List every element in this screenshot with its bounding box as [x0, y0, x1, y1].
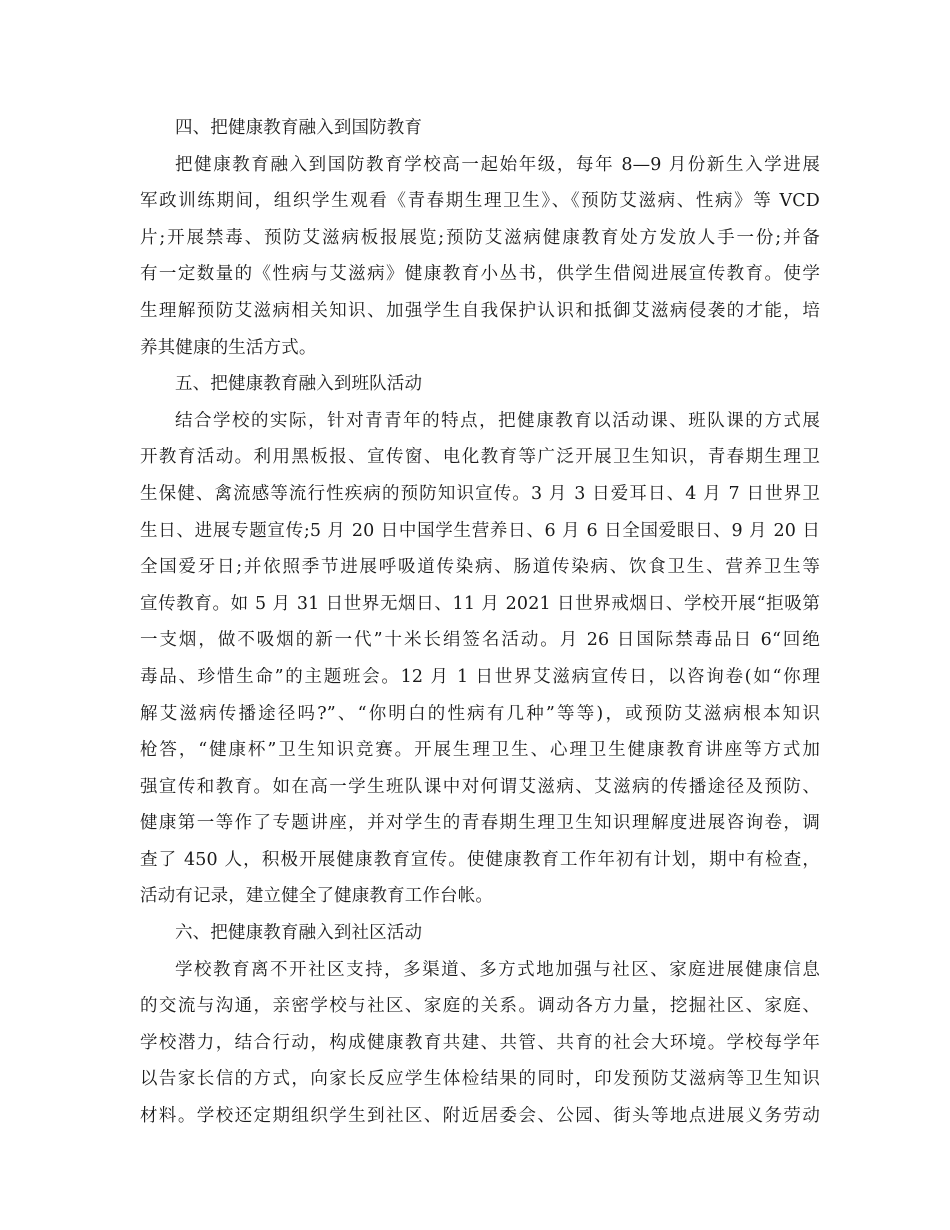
- paragraph-line: 的交流与沟通，亲密学校与社区、家庭的关系。调动各方力量，挖掘社区、家庭、: [140, 996, 820, 1017]
- paragraph-line: 活动有记录，建立健全了健康教育工作台帐。: [140, 886, 493, 907]
- paragraph-line: 学校潜力，结合行动，构成健康教育共建、共管、共育的社会大环境。学校每学年: [140, 1032, 820, 1053]
- paragraph-line: 养其健康的生活方式。: [140, 337, 317, 358]
- paragraph-line: 生保健、禽流感等流行性疾病的预防知识宣传。3 月 3 日爱耳日、4 月 7 日世界卫: [140, 483, 820, 504]
- paragraph-line: 把健康教育融入到国防教育学校高一起始年级，每年 8—9 月份新生入学进展: [175, 154, 820, 175]
- paragraph-line: 生日、进展专题宣传;5 月 20 日中国学生营养日、6 月 6 日全国爱眼日、9 月 20 日: [140, 520, 820, 541]
- paragraph-line: 强宣传和教育。如在高一学生班队课中对何谓艾滋病、艾滋病的传播途径及预防、: [140, 776, 820, 797]
- section-heading: 六、把健康教育融入到社区活动: [175, 923, 423, 944]
- document-body: [140, 110, 820, 1135]
- paragraph-line: 宣传教育。如 5 月 31 日世界无烟日、11 月 2021 日世界戒烟日、学校开展“拒吸第: [140, 593, 820, 614]
- paragraph-line: 以告家长信的方式，向家长反应学生体检结果的同时，印发预防艾滋病等卫生知识: [140, 1069, 820, 1090]
- section-heading: 四、把健康教育融入到国防教育: [175, 118, 423, 138]
- section-heading: 五、把健康教育融入到班队活动: [175, 374, 423, 395]
- paragraph-line: 解艾滋病传播途径吗?”、“你明白的性病有几种”等等)，或预防艾滋病根本知识: [140, 703, 820, 724]
- paragraph-line: 枪答，“健康杯”卫生知识竞赛。开展生理卫生、心理卫生健康教育讲座等方式加: [140, 740, 820, 761]
- paragraph-line: 有一定数量的《性病与艾滋病》健康教育小丛书，供学生借阅进展宣传教育。使学: [140, 264, 820, 285]
- paragraph-line: 开教育活动。利用黑板报、宣传窗、电化教育等广泛开展卫生知识，青春期生理卫: [140, 447, 820, 468]
- paragraph-line: 查了 450 人，积极开展健康教育宣传。使健康教育工作年初有计划，期中有检查，: [140, 849, 820, 870]
- paragraph-line: 学校教育离不开社区支持，多渠道、多方式地加强与社区、家庭进展健康信息: [175, 959, 820, 980]
- paragraph-line: 材料。学校还定期组织学生到社区、附近居委会、公园、街头等地点进展义务劳动: [140, 1106, 820, 1127]
- paragraph-line: 片;开展禁毒、预防艾滋病板报展览;预防艾滋病健康教育处方发放人手一份;并备: [140, 227, 820, 248]
- paragraph-line: 军政训练期间，组织学生观看《青春期生理卫生》、《预防艾滋病、性病》等 VCD: [140, 191, 820, 212]
- paragraph-line: 一支烟，做不吸烟的新一代”十米长绢签名活动。月 26 日国际禁毒品日 6“回绝: [140, 630, 820, 651]
- paragraph-line: 生理解预防艾滋病相关知识、加强学生自我保护认识和抵御艾滋病侵袭的才能，培: [140, 300, 820, 321]
- paragraph-line: 全国爱牙日;并依照季节进展呼吸道传染病、肠道传染病、饮食卫生、营养卫生等: [140, 557, 820, 578]
- paragraph-line: 毒品、珍惜生命”的主题班会。12 月 1 日世界艾滋病宣传日，以咨询卷(如“你理: [140, 666, 820, 687]
- paragraph-line: 结合学校的实际，针对青青年的特点，把健康教育以活动课、班队课的方式展: [175, 410, 820, 431]
- paragraph-line: 健康第一等作了专题讲座，并对学生的青春期生理卫生知识理解度进展咨询卷，调: [140, 813, 820, 834]
